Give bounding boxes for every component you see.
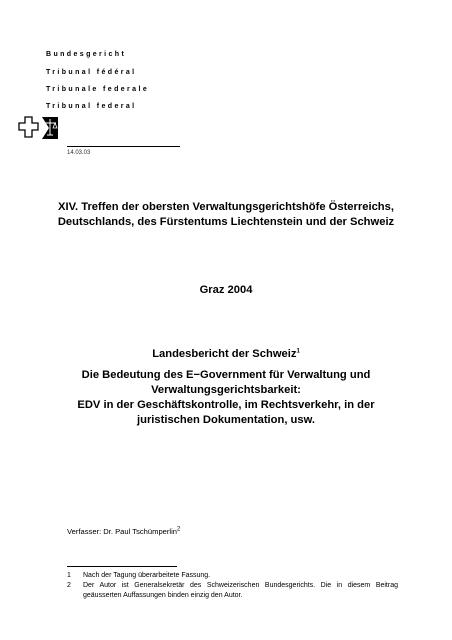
footnote-number: 1	[67, 572, 71, 579]
title-line-2: Deutschlands, des Fürstentums Liechtenstein und der Schweiz	[57, 216, 395, 228]
footnote-text: Nach der Tagung überarbeitete Fassung.	[83, 572, 211, 579]
footnote-ref-1: 1	[296, 348, 300, 355]
court-name-it: Tribunale federale	[46, 86, 150, 93]
subject-line-3: EDV in der Geschäftskontrolle, im Rechtsverkehr, in der	[77, 399, 375, 411]
document-title	[0, 200, 452, 230]
document-date: 14.03.03	[67, 150, 91, 156]
title-line-1: XIV. Treffen der obersten Verwaltungsgerichtshöfe Österreichs,	[58, 201, 394, 213]
footnote-ref-2: 2	[177, 526, 181, 533]
footnote-2	[67, 581, 398, 600]
author-text: Verfasser: Dr. Paul Tschümperlin	[67, 527, 178, 536]
report-label-text: Landesbericht der Schweiz	[152, 348, 297, 360]
date-rule	[67, 146, 180, 147]
subject-line-2: Verwaltungsgerichtsbarkeit:	[151, 384, 301, 396]
subject-line-1: Die Bedeutung des E−Government für Verwaltung und	[81, 369, 371, 381]
footnote-1	[67, 571, 398, 581]
report-label	[0, 347, 452, 362]
court-name-fr: Tribunal fédéral	[46, 69, 137, 76]
footnote-number: 2	[67, 582, 71, 589]
author	[67, 527, 180, 536]
court-name-de: Bundesgericht	[46, 51, 127, 58]
place-year: Graz 2004	[199, 284, 253, 296]
footnote-text: Der Autor ist Generalsekretär des Schweizerischen Bundesgerichts. Die in diesem Beitrag geäusserten Auffassungen binden einzig den Autor.	[83, 582, 398, 599]
subject-line-4: juristischen Dokumentation, usw.	[137, 414, 315, 426]
footnote-rule	[67, 566, 177, 567]
swiss-federal-court-logo	[18, 115, 60, 141]
subject-block	[0, 368, 452, 428]
court-name-rm: Tribunal federal	[46, 103, 137, 110]
